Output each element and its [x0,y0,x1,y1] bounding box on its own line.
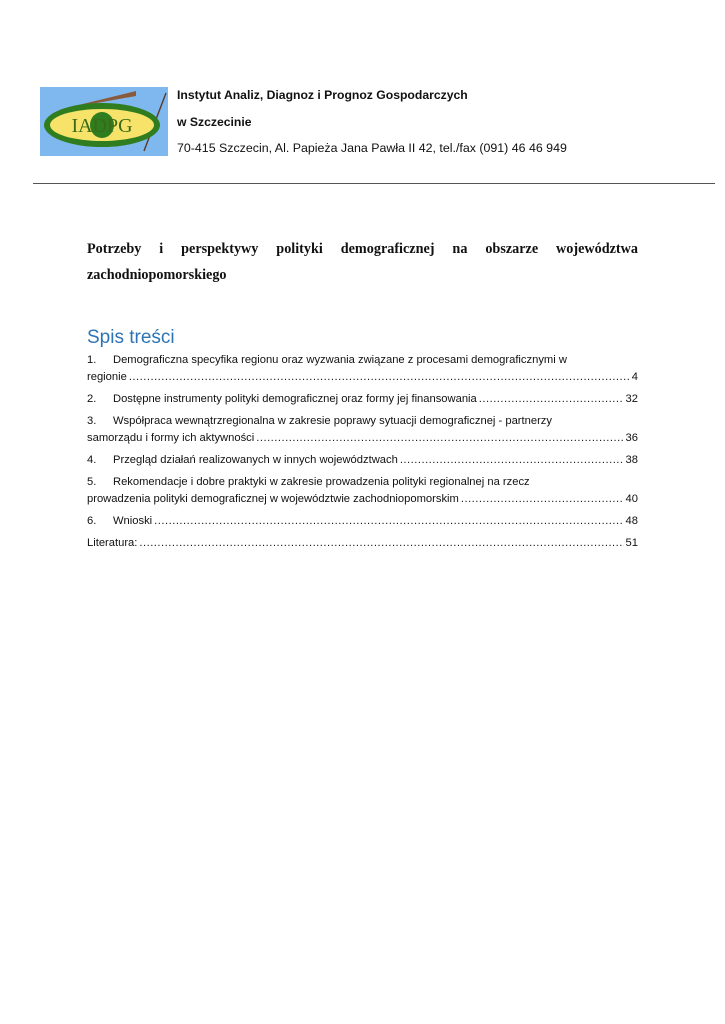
toc-entry-3[interactable] [87,413,638,447]
toc-leader-dots [129,369,630,386]
toc-entry-4[interactable] [87,452,638,469]
toc-page-number: 40 [625,493,638,505]
toc-leader-dots [154,513,623,530]
logo-text: IADPG [71,115,133,137]
institute-logo [40,87,168,156]
toc-page-number: 32 [625,393,638,405]
toc-leader-dots [139,535,623,552]
toc-page-number: 36 [625,432,638,444]
toc-entry-number: 5. [87,476,97,488]
toc-entry-6[interactable] [87,513,638,530]
toc-entry-text: Demograficzna specyfika regionu oraz wyzwania związane z procesami demograficznymi w [113,354,567,366]
toc-leader-dots [400,452,624,469]
toc-leader-dots [479,391,624,408]
toc-entry-text: Współpraca wewnątrzregionalna w zakresie poprawy sytuacji demograficznej - partnerzy [113,415,552,427]
document-title: Potrzeby i perspektywy polityki demograficznej na obszarze województwa zachodniopomorskiego [87,241,638,283]
toc-entry-number: 1. [87,354,97,366]
toc-entry-text-cont: samorządu i formy ich aktywności [87,432,255,444]
toc-entry-text: Rekomendacje i dobre praktyki w zakresie prowadzenia polityki regionalnej na rzecz [113,476,530,488]
header-divider [33,183,715,184]
toc-entry-5[interactable] [87,474,638,508]
table-of-contents [87,352,638,557]
toc-entry-text-cont: prowadzenia polityki demograficznej w województwie zachodniopomorskim [87,493,459,505]
toc-entry-text: Wnioski [113,515,153,527]
toc-entry-number: 4. [87,454,97,466]
toc-entry-number: 3. [87,415,97,427]
toc-entry-2[interactable] [87,391,638,408]
toc-entry-text-cont: regionie [87,371,127,383]
toc-leader-dots [256,430,623,447]
institute-name: Instytut Analiz, Diagnoz i Prognoz Gospodarczych [177,88,468,102]
institute-address: 70-415 Szczecin, Al. Papieża Jana Pawła II 42, tel./fax (091) 46 46 949 [177,141,567,155]
toc-page-number: 48 [625,515,638,527]
toc-page-number: 4 [631,371,638,383]
toc-entry-text: Dostępne instrumenty polityki demograficznej oraz formy jej finansowania [113,393,477,405]
toc-entry-text: Przegląd działań realizowanych w innych województwach [113,454,398,466]
toc-entry-1[interactable] [87,352,638,386]
toc-entry-text: Literatura: [87,537,138,549]
institute-city: w Szczecinie [177,115,252,129]
toc-leader-dots [461,491,624,508]
toc-page-number: 38 [625,454,638,466]
toc-heading: Spis treści [87,327,175,348]
toc-page-number: 51 [625,537,638,549]
toc-entry-number: 6. [87,515,97,527]
toc-entry-literature[interactable] [87,535,638,552]
toc-entry-number: 2. [87,393,97,405]
